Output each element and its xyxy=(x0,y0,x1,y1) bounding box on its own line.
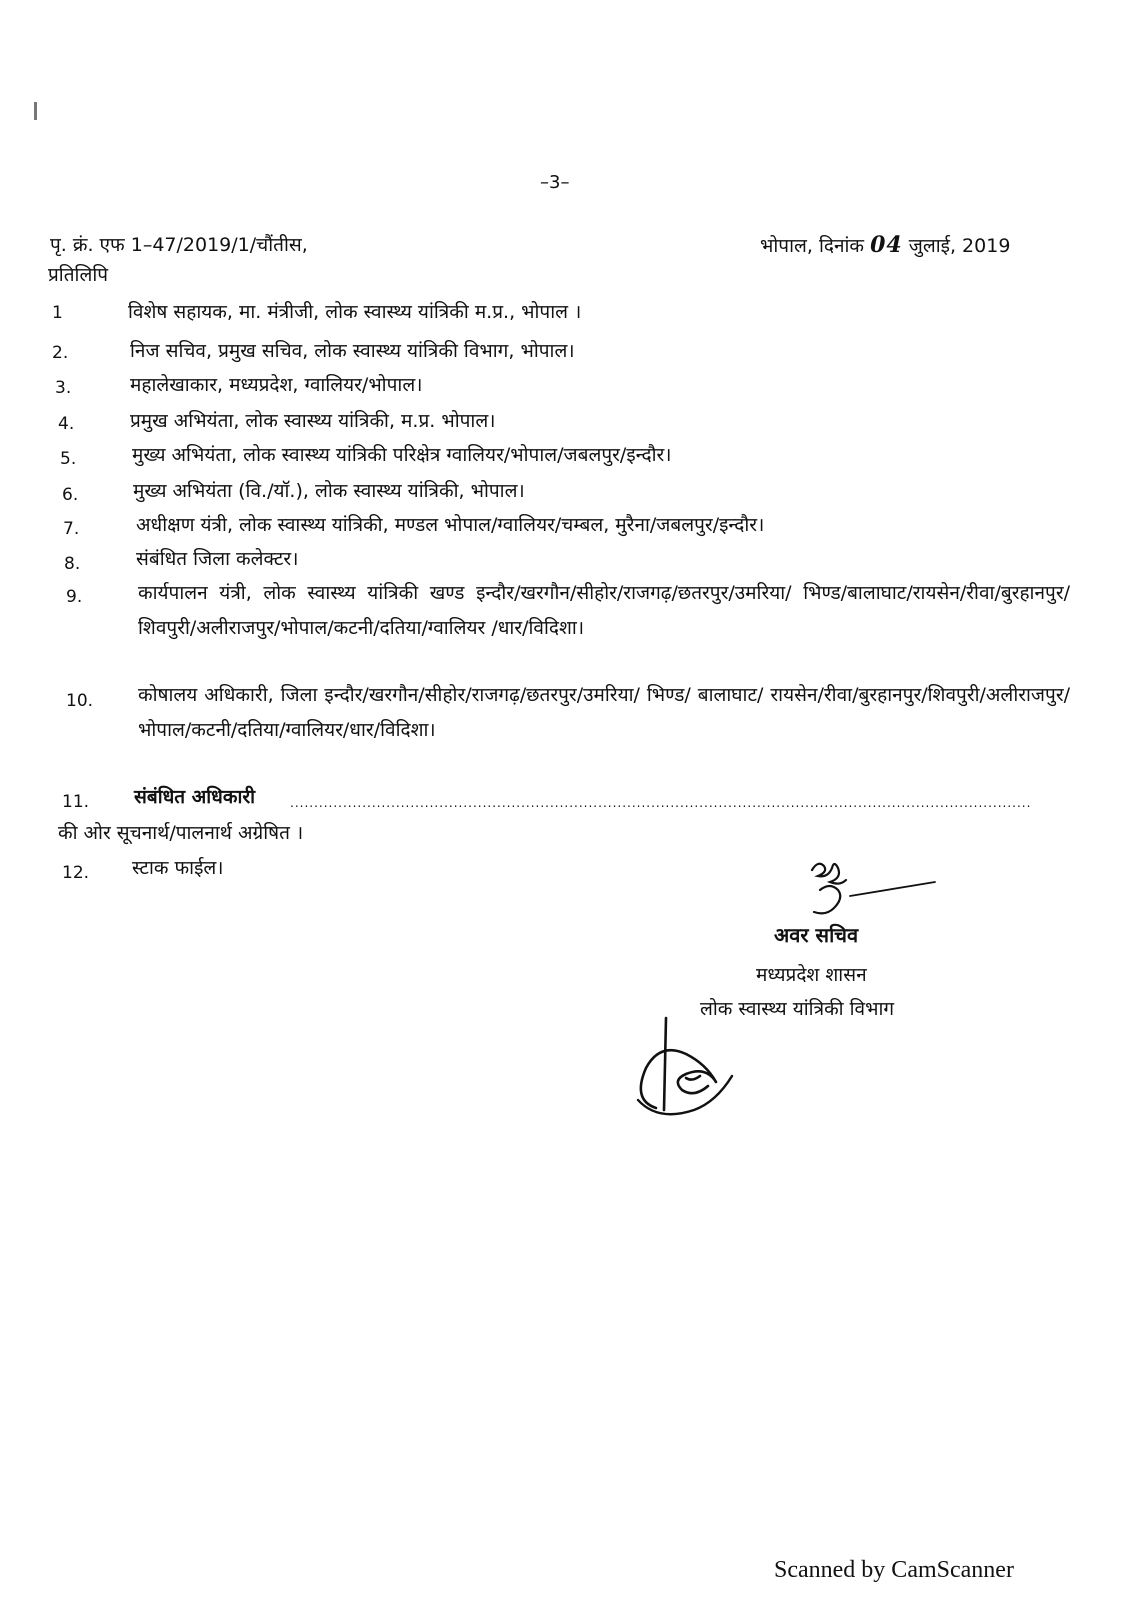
list-item: निज सचिव, प्रमुख सचिव, लोक स्वास्थ्य यांत्रिकी विभाग, भोपाल। xyxy=(130,340,575,362)
item-number: 2. xyxy=(52,343,69,363)
list-item: प्रमुख अभियंता, लोक स्वास्थ्य यांत्रिकी, म.प्र. भोपाल। xyxy=(130,410,496,432)
list-item: विशेष सहायक, मा. मंत्रीजी, लोक स्वास्थ्य यांत्रिकी म.प्र., भोपाल । xyxy=(128,301,582,323)
item-number: 12. xyxy=(62,863,90,883)
forward-note: की ओर सूचनार्थ/पालनार्थ अग्रेषित । xyxy=(58,822,304,844)
item-number: 6. xyxy=(62,485,79,505)
list-item: अधीक्षण यंत्री, लोक स्वास्थ्य यांत्रिकी, मण्डल भोपाल/ग्वालियर/चम्बल, मुरैना/जबलपुर/इन्दौर। xyxy=(136,514,765,536)
scan-artifact-mark xyxy=(34,102,37,120)
handwritten-initials xyxy=(628,1010,738,1120)
reference-number: पृ. क्रं. एफ 1–47/2019/1/चौंतीस, xyxy=(50,234,308,256)
item-number: 4. xyxy=(58,414,75,434)
signatory-department: लोक स्वास्थ्य यांत्रिकी विभाग xyxy=(700,998,895,1020)
item-number: 5. xyxy=(60,449,77,469)
date-line xyxy=(760,232,1010,259)
date-suffix: जुलाई, 2019 xyxy=(908,235,1011,257)
handwritten-date-day: 04 xyxy=(870,232,903,258)
item-number: 9. xyxy=(66,587,83,607)
list-item: महालेखाकार, मध्यप्रदेश, ग्वालियर/भोपाल। xyxy=(130,374,423,396)
date-prefix: भोपाल, दिनांक xyxy=(760,235,865,257)
list-item: कोषालय अधिकारी, जिला इन्दौर/खरगौन/सीहोर/राजगढ़/छतरपुर/उमरिया/ भिण्ड/ बालाघाट/ रायसेन/रीवा/बुरहानपुर/शिवपुरी/अलीराजपुर/भोपाल/कटनी/दतिया/ग्वालियर/धार/विदिशा। xyxy=(138,684,1070,741)
signatory-title: अवर सचिव xyxy=(774,923,859,947)
dotted-leader: .......................................................................................................................................................... xyxy=(290,796,1032,810)
list-item: स्टाक फाईल। xyxy=(132,857,224,879)
list-item: मुख्य अभियंता (वि./यॉ.), लोक स्वास्थ्य यांत्रिकी, भोपाल। xyxy=(133,480,525,502)
item-number: 11. xyxy=(62,792,90,812)
item-number: 10. xyxy=(66,691,94,711)
list-item: संबंधित जिला कलेक्टर। xyxy=(136,548,299,570)
item-number: 7. xyxy=(63,519,80,539)
item-number: 8. xyxy=(64,554,81,574)
signatory-government: मध्यप्रदेश शासन xyxy=(756,964,867,986)
list-item: मुख्य अभियंता, लोक स्वास्थ्य यांत्रिकी परिक्षेत्र ग्वालियर/भोपाल/जबलपुर/इन्दौर। xyxy=(132,444,672,466)
item-number: 1 xyxy=(52,303,63,323)
copy-to-label: प्रतिलिपि xyxy=(48,264,109,286)
list-item: कार्यपालन यंत्री, लोक स्वास्थ्य यांत्रिकी खण्ड इन्दौर/खरगौन/सीहोर/राजगढ़/छतरपुर/उमरिया/ भिण्ड/बालाघाट/रायसेन/रीवा/बुरहानपुर/शिवपुरी/अलीराजपुर/भोपाल/कटनी/दतिया/ग्वालियर /धार/विदिशा। xyxy=(138,582,1070,639)
item-number: 3. xyxy=(55,378,72,398)
camscanner-watermark: Scanned by CamScanner xyxy=(774,1557,1014,1583)
page-number: –3– xyxy=(540,172,570,193)
list-item: संबंधित अधिकारी xyxy=(134,786,256,808)
